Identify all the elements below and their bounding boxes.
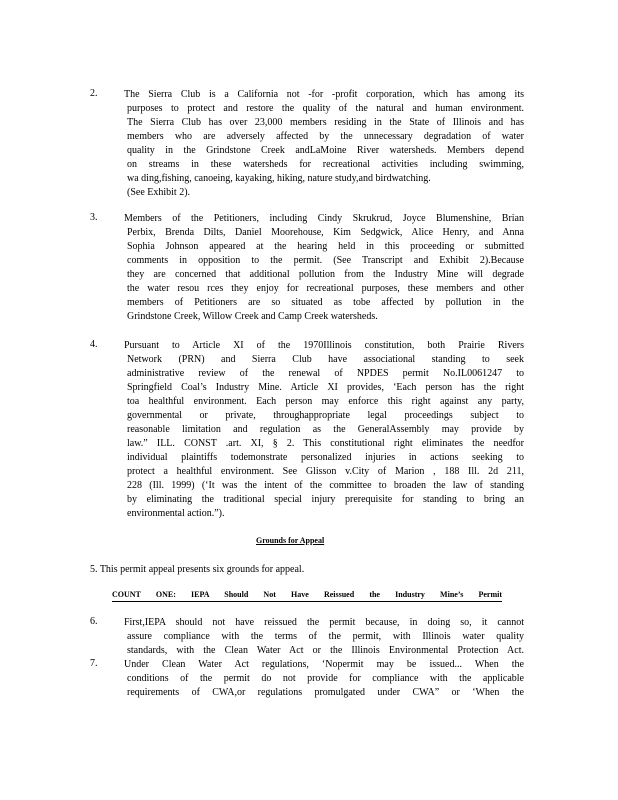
paragraph-number: 3. <box>90 212 98 223</box>
paragraph-line: requirements of CWA,or regulations promulgated under CWA” or ‘When the <box>127 687 524 698</box>
paragraph-line: the water resou rces they enjoy for recreational purposes, these members and other <box>127 283 524 294</box>
paragraph-2 <box>90 88 524 200</box>
paragraph-number: 2. <box>90 88 98 99</box>
paragraph-line: members who are adversely affected by the unnecessary degradation of water <box>127 131 524 142</box>
paragraph-4 <box>90 339 524 521</box>
paragraph-line: Pursuant to Article XI of the 1970Illinois constitution, both Prairie Rivers <box>124 340 524 351</box>
paragraph-3 <box>90 212 524 324</box>
paragraph-line: Perbix, Brenda Dilts, Daniel Moorehouse, Kim Sedgwick, Alice Henry, and Anna <box>127 227 524 238</box>
paragraph-line: administrative review of the renewal of NPDES permit No.IL0061247 to <box>127 368 524 379</box>
paragraph-line: 228 (Ill. 1999) (‘It was the intent of the committee to broaden the law of standing <box>127 480 524 491</box>
paragraph-line: First,IEPA should not have reissued the permit because, in doing so, it cannot <box>124 617 524 628</box>
paragraph-7 <box>90 658 524 700</box>
paragraph-5: 5. This permit appeal presents six grounds for appeal. <box>90 564 305 575</box>
paragraph-line: quality in the Grindstone Creek andLaMoine River watersheds. Members depend <box>127 145 524 156</box>
paragraph-line: they are concerned that additional pollution from the Industry Mine will degrade <box>127 269 524 280</box>
paragraph-line: toa healthful environment. Each person may enforce this right against any party, <box>127 396 524 407</box>
paragraph-line: Members of the Petitioners, including Cindy Skrukrud, Joyce Blumenshine, Brian <box>124 213 524 224</box>
paragraph-line: The Sierra Club is a California not -for -profit corporation, which has among its <box>124 89 524 100</box>
paragraph-line: assure compliance with the terms of the permit, with Illinois water quality <box>127 631 524 642</box>
paragraph-line: environmental action.”). <box>127 508 225 519</box>
paragraph-line: on streams in these watersheds for recreational activities including swimming, <box>127 159 524 170</box>
grounds-for-appeal-heading: Grounds for Appeal <box>256 536 325 545</box>
paragraph-line: members of Petitioners are so situated as tobe affected by pollution in the <box>127 297 524 308</box>
paragraph-line: standards, with the Clean Water Act or the Illinois Environmental Protection Act. <box>127 645 524 656</box>
paragraph-line: wa ding,fishing, canoeing, kayaking, hiking, nature study,and birdwatching. <box>127 173 431 184</box>
paragraph-line: individual plaintiffs todemonstrate personalized injuries in actions seeking to <box>127 452 524 463</box>
paragraph-line: Under Clean Water Act regulations, ‘Nopermit may be issued... When the <box>124 659 524 670</box>
count-one-heading: COUNT ONE: IEPA Should Not Have Reissued the Industry Mine’s Permit <box>112 589 502 602</box>
paragraph-6 <box>90 616 524 658</box>
paragraph-line: Springfield Coal’s Industry Mine. Article XI provides, ‘Each person has the right <box>127 382 524 393</box>
paragraph-line: comments in opposition to the permit. (See Transcript and Exhibit 2).Because <box>127 255 524 266</box>
paragraph-line: Sophia Johnson appeared at the hearing held in this proceeding or submitted <box>127 241 524 252</box>
paragraph-number: 6. <box>90 616 98 627</box>
paragraph-number: 4. <box>90 339 98 350</box>
paragraph-number: 7. <box>90 658 98 669</box>
paragraph-line: governmental or private, throughappropriate legal proceedings subject to <box>127 410 524 421</box>
paragraph-line: conditions of the permit do not provide for compliance with the applicable <box>127 673 524 684</box>
paragraph-line: purposes to protect and restore the quality of the natural and human environment. <box>127 103 524 114</box>
paragraph-line: by eliminating the traditional special injury prerequisite for standing to bring an <box>127 494 524 505</box>
paragraph-line: reasonable limitation and regulation as the GeneralAssembly may provide by <box>127 424 524 435</box>
paragraph-line: law.” ILL. CONST .art. XI, § 2. This constitutional right eliminates the needfor <box>127 438 524 449</box>
paragraph-line: The Sierra Club has over 23,000 members residing in the State of Illinois and has <box>127 117 524 128</box>
paragraph-line: Network (PRN) and Sierra Club have associational standing to seek <box>127 354 524 365</box>
paragraph-line: protect a healthful environment. See Glisson v.City of Marion , 188 Ill. 2d 211, <box>127 466 524 477</box>
paragraph-line: (See Exhibit 2). <box>127 187 191 198</box>
paragraph-line: Grindstone Creek, Willow Creek and Camp Creek watersheds. <box>127 311 378 322</box>
